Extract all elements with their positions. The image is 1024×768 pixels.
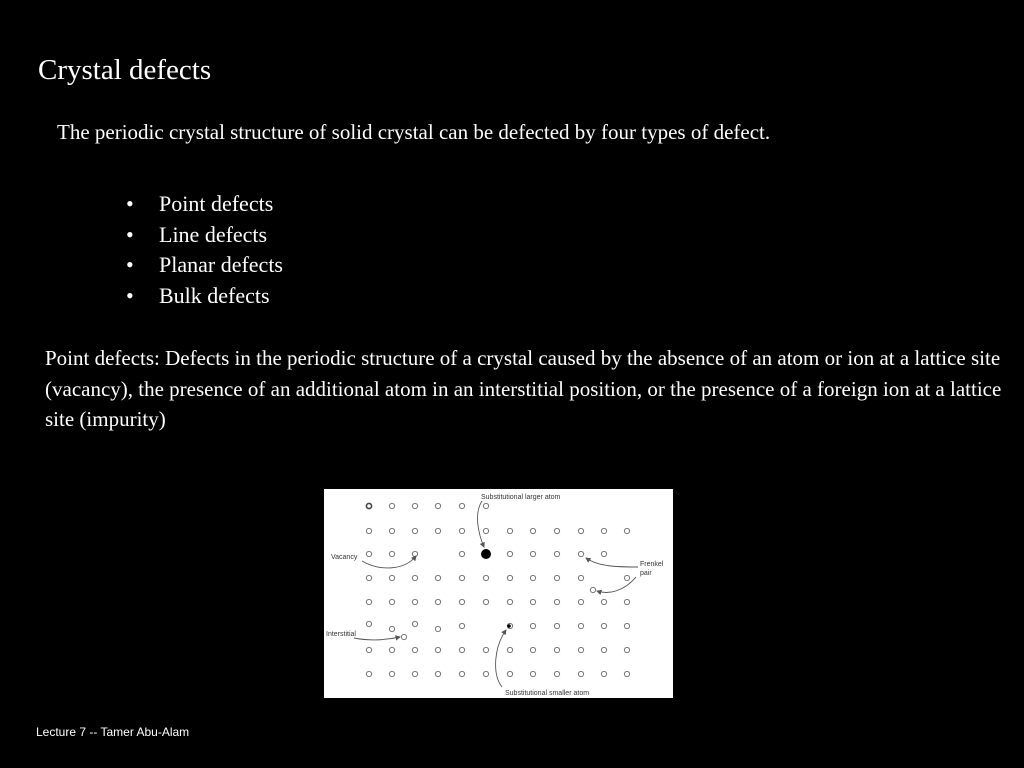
lattice-atom: [578, 671, 583, 676]
vacancy-label: Vacancy: [331, 554, 358, 561]
lattice-atom: [624, 623, 629, 628]
lattice-atom: [389, 671, 394, 676]
lattice-atom: [507, 551, 512, 556]
lattice-atom: [366, 671, 371, 676]
lattice-atom: [366, 551, 371, 556]
frenkel-label-line1: Frenkel: [640, 561, 664, 568]
lattice-atom: [578, 647, 583, 652]
defect-types-list: [126, 189, 283, 312]
lattice-atom: [601, 671, 606, 676]
list-item-label: Line defects: [159, 221, 268, 247]
lattice-atom: [483, 671, 488, 676]
lattice-atom: [389, 528, 394, 533]
lattice-atom: [554, 599, 559, 604]
lattice-atom: [554, 671, 559, 676]
interstitial-label: Interstitial: [326, 631, 356, 638]
lattice-atom: [578, 599, 583, 604]
lattice-atom: [483, 503, 488, 508]
lattice-atom: [435, 528, 440, 533]
lattice-atom: [366, 575, 371, 580]
lattice-atom: [530, 599, 535, 604]
lattice-atom: [578, 623, 583, 628]
interstitial-atom: [401, 634, 406, 639]
lattice-atom: [389, 599, 394, 604]
lattice-atom: [601, 623, 606, 628]
lattice-atom: [601, 528, 606, 533]
lattice-atom: [601, 647, 606, 652]
vacancy-arrow: [362, 556, 416, 568]
lattice-atom: [412, 621, 417, 626]
lattice-atom: [459, 503, 464, 508]
lattice-atom: [389, 575, 394, 580]
lattice-atom: [483, 575, 488, 580]
lattice-atom: [412, 671, 417, 676]
bullet-icon: •: [126, 252, 134, 278]
lattice-atom: [435, 599, 440, 604]
lattice-atom: [554, 623, 559, 628]
lattice-atom: [507, 671, 512, 676]
lattice-atom: [507, 599, 512, 604]
lattice-atom: [459, 599, 464, 604]
lattice-atom: [366, 528, 371, 533]
lattice-atom: [483, 528, 488, 533]
lattice-atom: [412, 575, 417, 580]
list-item-label: Bulk defects: [159, 283, 270, 309]
lattice-atom: [554, 551, 559, 556]
frenkel-arrow-1: [586, 558, 638, 567]
lattice-atom: [389, 503, 394, 508]
interstitial-arrow: [354, 637, 400, 640]
lattice-atom: [554, 647, 559, 652]
frenkel-interstitial-atom: [590, 587, 595, 592]
lattice-atom: [530, 528, 535, 533]
lattice-atom: [435, 626, 440, 631]
slide-title: Crystal defects: [38, 54, 212, 86]
lattice-atom: [435, 671, 440, 676]
smaller-atom-label: Substitutional smaller atom: [505, 690, 590, 697]
lattice-diagram: [324, 489, 673, 698]
smaller-atom-arrow: [496, 630, 506, 687]
lattice-atom: [389, 647, 394, 652]
bullet-icon: •: [126, 191, 134, 216]
lattice-atom: [530, 647, 535, 652]
lattice-atom: [530, 551, 535, 556]
list-item: [126, 281, 283, 312]
lattice-atom: [435, 647, 440, 652]
lattice-atom: [554, 528, 559, 533]
lattice-atom: [624, 528, 629, 533]
list-item: [126, 189, 283, 220]
lattice-atom: [624, 575, 629, 580]
lattice-atom: [366, 503, 371, 508]
bullet-icon: •: [126, 283, 134, 309]
lattice-atom: [530, 623, 535, 628]
lattice-atom: [624, 647, 629, 652]
lattice-atom: [459, 623, 464, 628]
lattice-atom: [578, 575, 583, 580]
larger-atom-label: Substitutional larger atom: [481, 494, 561, 501]
lattice-atom: [601, 599, 606, 604]
substitutional-smaller-atom: [507, 624, 511, 628]
lattice-atom: [530, 671, 535, 676]
list-item-label: Point defects: [159, 191, 274, 216]
lattice-atom: [483, 647, 488, 652]
lattice-atom: [507, 647, 512, 652]
list-item-label: Planar defects: [159, 252, 283, 278]
lattice-atom: [435, 575, 440, 580]
lattice-atom: [412, 503, 417, 508]
lattice-atom: [530, 575, 535, 580]
lattice-atom: [459, 528, 464, 533]
point-defects-diagram: [324, 489, 673, 698]
bullet-icon: •: [126, 221, 134, 247]
lattice-atom: [483, 599, 488, 604]
lattice-atom: [366, 621, 371, 626]
point-defects-definition: Point defects: Defects in the periodic structure of a crystal caused by the absence of an atom or ion at a lattice site (vacancy), the presence of an additional atom in an interstitial position, or the presence of a foreign ion at a lattice site (impurity): [45, 346, 1002, 431]
lattice-atom: [578, 551, 583, 556]
lattice-atom: [624, 599, 629, 604]
lattice-atom: [459, 671, 464, 676]
lattice-atom: [554, 575, 559, 580]
larger-atom-arrow: [478, 501, 484, 547]
lattice-atom: [624, 671, 629, 676]
lattice-atom: [459, 575, 464, 580]
lattice-atom: [459, 551, 464, 556]
lattice-atom: [412, 528, 417, 533]
list-item: [126, 250, 283, 281]
lattice-atom: [507, 528, 512, 533]
footer-lecture-credit: Lecture 7 -- Tamer Abu-Alam: [36, 725, 190, 739]
lattice-atom: [366, 599, 371, 604]
list-item: [126, 220, 283, 251]
lattice-atom: [412, 647, 417, 652]
lattice-atom: [389, 626, 394, 631]
lattice-atom: [601, 551, 606, 556]
lattice-atom: [435, 503, 440, 508]
substitutional-larger-atom: [481, 549, 491, 559]
lattice-atom: [578, 528, 583, 533]
frenkel-label-line2: pair: [640, 570, 652, 577]
frenkel-arrow-2: [597, 577, 636, 592]
lattice-atom: [412, 599, 417, 604]
intro-text: The periodic crystal structure of solid crystal can be defected by four types of defect.: [57, 120, 771, 144]
lattice-atom: [389, 551, 394, 556]
lattice-atom: [507, 575, 512, 580]
lattice-atom: [459, 647, 464, 652]
lattice-atom: [366, 647, 371, 652]
lattice-atom: [412, 551, 417, 556]
